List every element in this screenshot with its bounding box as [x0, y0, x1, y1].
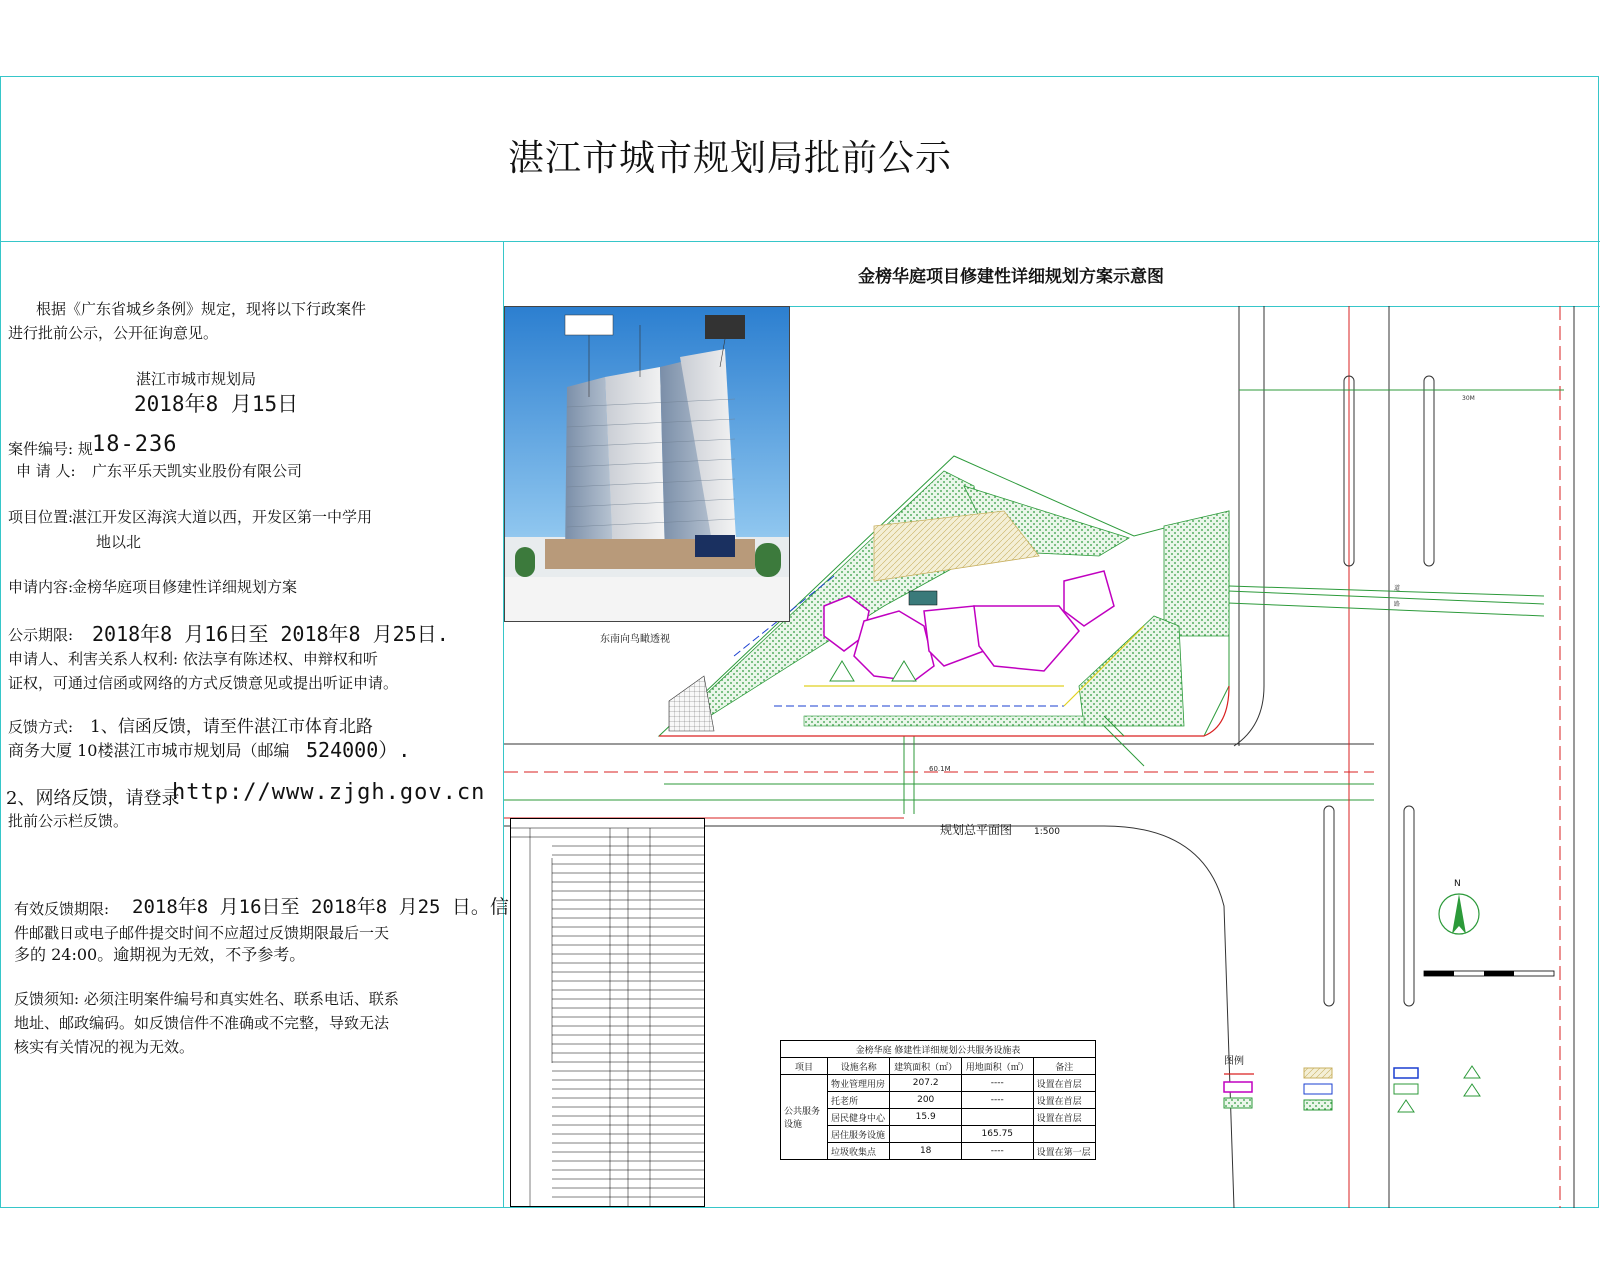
facility-table-title: 金榜华庭 修建性详细规划公共服务设施表 — [781, 1041, 1096, 1058]
content-value: 金榜华庭项目修建性详细规划方案 — [72, 578, 298, 596]
table-cell: 207.2 — [890, 1075, 962, 1092]
north-label: N — [1454, 879, 1461, 889]
header-cell: 备注 — [1033, 1058, 1095, 1075]
table-cell — [961, 1109, 1033, 1126]
period: 2018年8 月16日至 2018年8 月25日. — [92, 622, 449, 646]
notice-panel — [0, 242, 509, 1208]
table-cell: 设置在首层 — [1033, 1092, 1095, 1109]
table-cell: 居住服务设施 — [828, 1126, 890, 1143]
rendering-svg — [505, 307, 790, 622]
notice-line-3: 核实有关情况的视为无效。 — [14, 1038, 195, 1056]
location-label: 项目位置: — [8, 508, 74, 526]
facility-table-grid — [780, 1040, 1096, 1160]
table-cell: ---- — [961, 1092, 1033, 1109]
applicant-label: 申 请 人: — [16, 462, 76, 480]
period-label: 公示期限: — [8, 626, 74, 644]
intro-line-1: 根据《广东省城乡条例》规定，现将以下行政案件 — [36, 300, 367, 318]
location-line-1: 湛江开发区海滨大道以西，开发区第一中学用 — [72, 508, 373, 526]
rendering-caption: 东南向鸟瞰透视 — [600, 634, 670, 645]
valid-line-3: 多的 24:00。逾期视为无效，不予参考。 — [14, 945, 306, 964]
feedback-web-line-2: 批前公示栏反馈。 — [8, 812, 129, 830]
svg-text:道: 道 — [1394, 585, 1401, 592]
table-cell: 18 — [890, 1143, 962, 1160]
header-cell: 设施名称 — [828, 1058, 890, 1075]
content-label: 申请内容: — [8, 578, 74, 596]
table-cell: 垃圾收集点 — [828, 1143, 890, 1160]
location-line-2: 地以北 — [96, 533, 142, 551]
table-cell: 设置在首层 — [1033, 1109, 1095, 1126]
page-title: 湛江市城市规划局批前公示 — [508, 138, 953, 179]
table-row — [781, 1143, 1096, 1160]
north-arrow — [1439, 879, 1479, 934]
table-row — [781, 1075, 1096, 1092]
legend — [1224, 1054, 1480, 1112]
table-row — [781, 1126, 1096, 1143]
facility-table-header — [781, 1058, 1096, 1075]
facility-table — [780, 1040, 1096, 1172]
issuer: 湛江市城市规划局 — [136, 370, 257, 388]
table-cell: ---- — [961, 1075, 1033, 1092]
rights-line-1: 申请人、利害关系人权利: 依法享有陈述权、申辩权和听 — [8, 650, 378, 668]
table-cell: 200 — [890, 1092, 962, 1109]
feedback-label: 反馈方式: — [8, 718, 74, 736]
rights-line-2: 证权，可通过信函或网络的方式反馈意见或提出听证申请。 — [8, 674, 399, 692]
feedback-url[interactable]: http://www.zjgh.gov.cn — [172, 780, 486, 805]
issue-date: 2018年8 月15日 — [134, 392, 299, 416]
case-no: 18-236 — [92, 432, 178, 457]
svg-text:30M: 30M — [1462, 395, 1475, 402]
applicant: 广东平乐天凯实业股份有限公司 — [92, 462, 303, 480]
road-width-label: 60.1M — [929, 765, 951, 773]
table-cell: ---- — [961, 1143, 1033, 1160]
table-cell: 物业管理用房 — [828, 1075, 890, 1092]
header-cell: 项目 — [781, 1058, 828, 1075]
table-cell: 设置在第一层 — [1033, 1143, 1095, 1160]
table-cell — [890, 1126, 962, 1143]
table-cell: 居民健身中心 — [828, 1109, 890, 1126]
intro-line-2: 进行批前公示，公开征询意见。 — [8, 324, 219, 342]
table-cell — [1033, 1126, 1095, 1143]
table-cell: 165.75 — [961, 1126, 1033, 1143]
table-cell: 15.9 — [890, 1109, 962, 1126]
notice-line-2: 地址、邮政编码。如反馈信件不准确或不完整，导致无法 — [14, 1014, 390, 1032]
aerial-rendering — [504, 306, 790, 622]
indicator-grid — [510, 818, 705, 1208]
economic-indicator-table — [510, 818, 705, 1208]
table-row — [781, 1092, 1096, 1109]
table-cell: 托老所 — [828, 1092, 890, 1109]
group-cell: 公共服务设施 — [781, 1075, 828, 1160]
case-no-label: 案件编号: 规 — [8, 440, 93, 458]
valid-line-2: 件邮戳日或电子邮件提交时间不应超过反馈期限最后一天 — [14, 924, 390, 942]
notice-line-1: 反馈须知: 必须注明案件编号和真实姓名、联系电话、联系 — [14, 990, 399, 1008]
scale-label: 规划总平面图 — [940, 823, 1013, 837]
svg-text:路: 路 — [1394, 601, 1401, 608]
feedback-mail: 1、信函反馈，请至件湛江市体育北路 — [90, 717, 373, 737]
feedback-web: 2、网络反馈，请登录 — [6, 788, 180, 809]
valid-period: 2018年8 月16日至 2018年8 月25 日。信 — [132, 896, 509, 918]
valid-label: 有效反馈期限: — [14, 900, 110, 918]
legend-title: 图例 — [1224, 1056, 1244, 1067]
postcode: 524000）. — [306, 738, 411, 762]
table-cell: 设置在首层 — [1033, 1075, 1095, 1092]
header-cell: 用地面积（㎡） — [961, 1058, 1033, 1075]
header-cell: 建筑面积（㎡） — [890, 1058, 962, 1075]
drawing-title: 金榜华庭项目修建性详细规划方案示意图 — [858, 267, 1164, 287]
table-row — [781, 1109, 1096, 1126]
feedback-mail-address: 商务大厦 10楼湛江市城市规划局（邮编 — [8, 741, 290, 760]
scale-bar — [1424, 971, 1554, 976]
scale-ratio: 1:500 — [1034, 827, 1060, 837]
